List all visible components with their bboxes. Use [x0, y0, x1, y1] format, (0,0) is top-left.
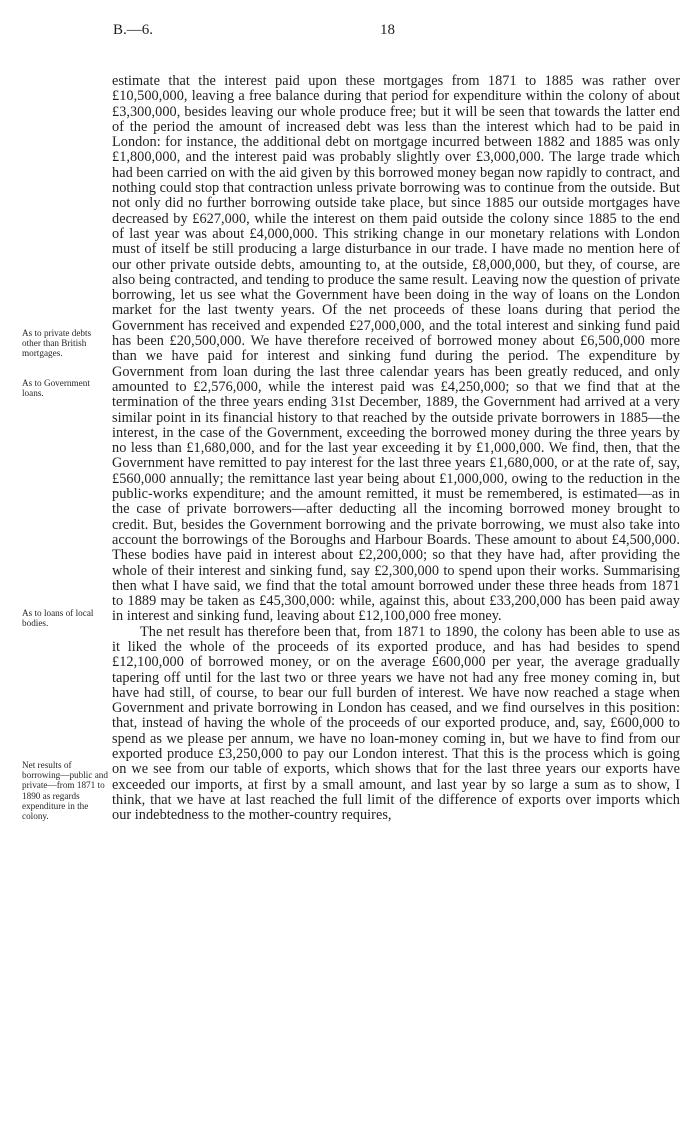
document-reference: B.—6.: [113, 22, 154, 38]
margin-note-private-debts: As to private debts other than British mortgages.: [22, 328, 92, 359]
page-number: 18: [380, 22, 395, 38]
margin-note-local-bodies: As to loans of local bodies.: [22, 608, 94, 629]
margin-note-government-loans: As to Government loans.: [22, 378, 90, 399]
paragraph: The net result has therefore been that, from 1871 to 1890, the colony has been able to use as it liked the whole of the proceeds of its exported produce, and has had besides to spend £12,100,000 of borrowed money, or on the average £600,000 per year, the average gradually tapering off until for the last two or three years we have not had any free money coming in, but have had still, of course, to bear our full burden of interest. We have now reached a stage when Government and private borrowing in London has ceased, and we find ourselves in this position: that, instead of having the whole of the proceeds of our exported produce, and, say, £600,000 to spend as we please per annum, we have no loan-money coming in, but we have to find from our exported produce £3,250,000 to pay our London interest. That this is the process which is going on we see from our table of exports, which shows that for the last three years our exports have exceeded our imports, at first by a small amount, and last year by so large a sum as to show, I think, that we have at last reached the full limit of the difference of exports over imports which our indebtedness to the mother-country requires,: [112, 623, 680, 824]
paragraph: estimate that the interest paid upon these mortgages from 1871 to 1885 was rather over £10,500,000, leaving a free balance during that period for expenditure within the colony of about £3,300,000, besides leaving our whole produce free; but it will be seen that towards the latter end of the period the amount of increased debt was less than the interest which had to be paid in London: for instance, the additional debt on mortgage incurred between 1882 and 1885 was only £1,800,000, and the interest paid was probably slightly over £3,000,000. The large trade which had been carried on with the aid given by this borrowed money began now rapidly to contract, and nothing could stop that contraction unless private borrowing was to continue from the outside. But not only did no further borrowing outside take place, but since 1885 our outside mortgages have decreased by £627,000, while the interest on them paid outside the colony since 1885 to the end of last year was about £4,000,000. This striking change in our monetary relations with London must of itself be still producing a large disturbance in our trade. I have made no mention here of our other private outside debts, amounting to, at the outside, £8,000,000, but they, of course, are also being contracted, and tending to produce the same result. Leaving now the question of private borrowing, let us see what the Government have been doing in the way of loans on the London market for the last twenty years. Of the net proceeds of these loans during that period the Government has received and expended £27,000,000, and the total interest and sinking fund paid has been £20,500,000. We have therefore received of borrowed money about £6,500,000 more than we have paid for interest and sinking fund during the period. The expenditure by Government from loan during the last three calendar years has been greatly reduced, and only amounted to £2,576,000, while the interest paid was £4,250,000; so that we find that at the termination of the three years ending 31st December, 1889, the Government had arrived at a very similar point in its financial history to that reached by the outside private borrowers in 1885—the interest, in the case of the Government, exceeding the borrowed money during the three years by no less than £1,680,000, and for the last year exceeding it by £1,000,000. We find, then, that the Government have remitted to pay interest for the last three years £1,680,000, or at the rate of, say, £560,000 annually; the remittance last year being about £1,000,000, owing to the reduction in the public-works expenditure; and the amount remitted, it must be remembered, is estimated—as in the case of private borrowers—after deducting all the incoming borrowed money brought to credit. But, besides the Government borrowing and the private borrowing, we must also take into account the borrowings of the Boroughs and Harbour Boards. These amount to about £4,500,000. These bodies have paid in interest about £2,200,000; so that they have had, after providing the whole of their interest and sinking fund, say £2,300,000 to spend upon their works. Summarising then what I have said, we find that the total amount borrowed under these three heads from 1871 to 1889 may be taken as £45,300,000: while, against this, about £33,200,000 has been paid away in interest and sinking fund, leaving about £12,100,000 free money.: [112, 73, 680, 625]
body-text: [112, 74, 680, 824]
margin-note-net-results: Net results of borrowing—public and private—from 1871 to 1890 as regards expenditure in the colony.: [22, 760, 108, 822]
